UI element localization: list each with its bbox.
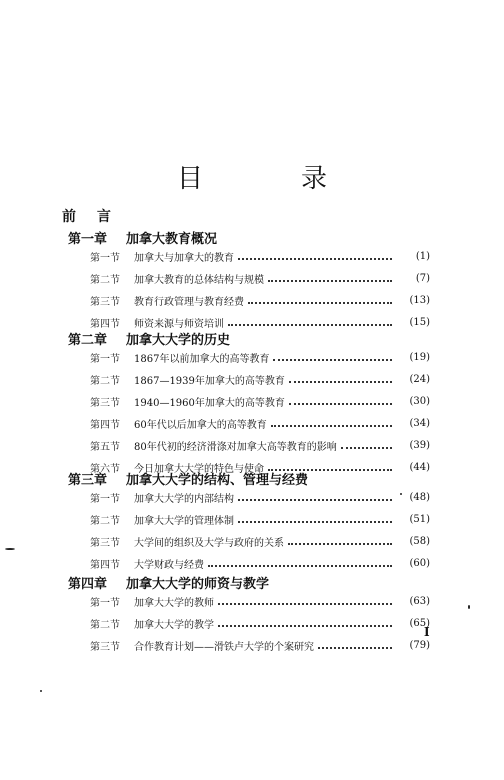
section-title: 合作教育计划——滑铁卢大学的个案研究 (134, 641, 314, 653)
page-title: 目 录 (176, 164, 363, 194)
dot-leader (341, 447, 392, 449)
preface-heading: 前 言 (62, 209, 119, 225)
toc-entry (90, 415, 430, 431)
section-number: 第二节 (90, 515, 120, 527)
section-title: 1940—1960年加拿大的高等教育 (134, 397, 285, 409)
dot-leader (248, 302, 392, 304)
section-number: 第四节 (90, 419, 120, 431)
chapter-title: 加拿大大学的师资与教学 (126, 577, 270, 592)
section-title: 1867—1939年加拿大的高等教育 (134, 375, 285, 387)
toc-entry (90, 555, 430, 571)
page-number: (30) (409, 395, 430, 407)
dot-leader (268, 280, 392, 282)
page-number: (13) (409, 294, 430, 306)
page-folio: I (424, 625, 430, 639)
page-number: (51) (409, 513, 430, 525)
section-number: 第三节 (90, 537, 120, 549)
chapter-number: 第二章 (68, 333, 108, 348)
section-title: 80年代初的经济滑涤对加拿大高等教育的影响 (134, 441, 337, 453)
dot-leader (208, 565, 392, 567)
dot-leader (289, 381, 392, 383)
section-title: 今日加拿大大学的特色与使命 (134, 463, 264, 475)
chapter-title: 加拿大大学的结构、管理与经费 (126, 473, 309, 488)
toc-entry (90, 270, 430, 286)
page-number: (58) (409, 535, 430, 547)
chapter-heading (68, 228, 217, 247)
section-title: 加拿大大学的教学 (134, 619, 214, 631)
chapter-heading (68, 573, 269, 592)
page-number: (1) (415, 250, 430, 262)
dot-leader (238, 521, 392, 523)
dot-leader (288, 543, 392, 545)
section-number: 第三节 (90, 641, 120, 653)
section-title: 1867年以前加拿大的高等教育 (134, 353, 270, 365)
page-number: (65) (409, 617, 430, 629)
section-number: 第一节 (90, 597, 120, 609)
toc-entry (90, 637, 430, 653)
toc-entry (90, 533, 430, 549)
chapter-number: 第一章 (68, 232, 108, 247)
toc-entry (90, 248, 430, 264)
section-title: 师资来源与师资培训 (134, 318, 224, 330)
page-number: (24) (409, 373, 430, 385)
section-number: 第一节 (90, 493, 120, 505)
scan-speck (468, 605, 470, 609)
section-number: 第四节 (90, 559, 120, 571)
dot-leader (289, 403, 392, 405)
page-number: (15) (409, 316, 430, 328)
dot-leader (218, 625, 392, 627)
page-number: (34) (409, 417, 430, 429)
section-title: 加拿大教育的总体结构与规模 (134, 274, 264, 286)
scan-speck (5, 548, 15, 550)
section-title: 加拿大与加拿大的教育 (134, 252, 234, 264)
chapter-number: 第四章 (68, 577, 108, 592)
toc-entry (90, 489, 430, 505)
page-number: (63) (409, 595, 430, 607)
chapter-number: 第三章 (68, 473, 108, 488)
page-number: (19) (409, 351, 430, 363)
dot-leader (218, 603, 392, 605)
dot-leader (273, 359, 392, 361)
toc-entry (90, 437, 430, 453)
section-number: 第二节 (90, 274, 120, 286)
section-number: 第一节 (90, 353, 120, 365)
dot-leader (318, 647, 392, 649)
section-number: 第三节 (90, 296, 120, 308)
toc-entry (90, 615, 430, 631)
toc-entry (90, 371, 430, 387)
chapter-heading (68, 329, 230, 348)
section-title: 60年代以后加拿大的高等教育 (134, 419, 267, 431)
section-number: 第二节 (90, 619, 120, 631)
section-title: 加拿大大学的教师 (134, 597, 214, 609)
section-title: 加拿大大学的管理体制 (134, 515, 234, 527)
section-title: 大学间的组织及大学与政府的关系 (134, 537, 284, 549)
toc-entry (90, 292, 430, 308)
page-number: (79) (409, 639, 430, 651)
page-number: (48) (409, 491, 430, 503)
toc-entry (90, 349, 430, 365)
section-number: 第三节 (90, 397, 120, 409)
page-number: (7) (415, 272, 430, 284)
toc-entry (90, 314, 430, 330)
section-title: 教育行政管理与教育经费 (134, 296, 244, 308)
section-title: 加拿大大学的内部结构 (134, 493, 234, 505)
dot-leader (271, 425, 392, 427)
dot-leader (238, 258, 392, 260)
section-number: 第二节 (90, 375, 120, 387)
section-number: 第一节 (90, 252, 120, 264)
page-number: (44) (409, 461, 430, 473)
section-number: 第五节 (90, 441, 120, 453)
toc-entry (90, 393, 430, 409)
scan-speck (400, 493, 402, 495)
dot-leader (238, 499, 392, 501)
dot-leader (228, 324, 392, 326)
page-number: (60) (409, 557, 430, 569)
chapter-heading (68, 469, 308, 488)
scan-speck (40, 690, 42, 692)
toc-entry (90, 593, 430, 609)
section-title: 大学财政与经费 (134, 559, 204, 571)
toc-entry (90, 511, 430, 527)
section-number: 第四节 (90, 318, 120, 330)
section-number: 第六节 (90, 463, 120, 475)
page-number: (39) (409, 439, 430, 451)
chapter-title: 加拿大教育概况 (126, 232, 218, 247)
chapter-title: 加拿大大学的历史 (126, 333, 231, 348)
